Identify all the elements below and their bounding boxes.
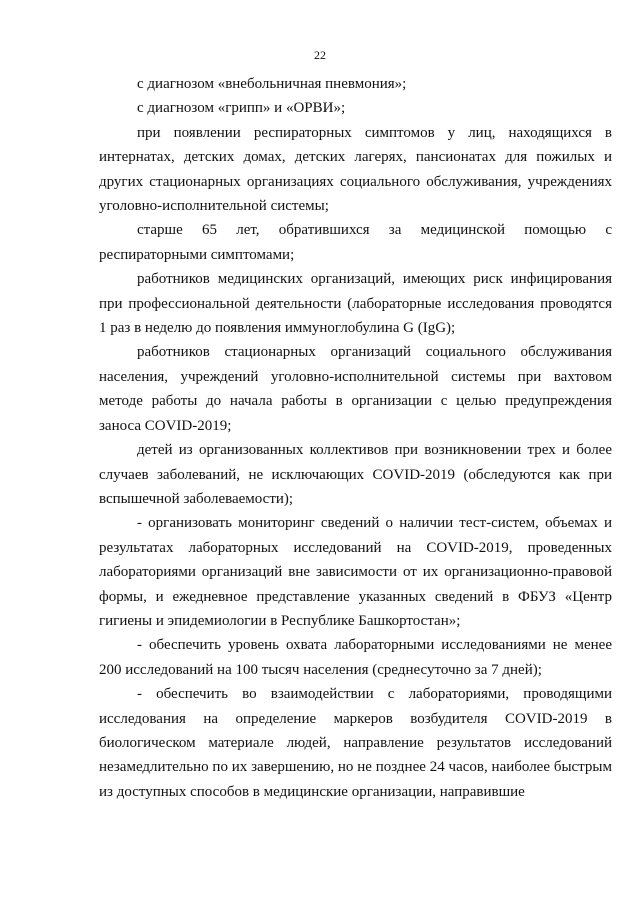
paragraph-over-65: старше 65 лет, обратившихся за медицинской помощью с респираторными симптомами;: [99, 222, 612, 263]
paragraph-children: детей из организованных коллективов при возникновении трех и более случаев заболеваний, не исключающих COVID-2019 (обследуются как при вспышечной заболеваемости);: [99, 442, 612, 507]
paragraph-results-delivery: - обеспечить во взаимодействии с лабораториями, проводящими исследования на определение маркеров возбудителя COVID-2019 в биологическом материале людей, направление результатов исследований незамедлительно по их завершению, но не позднее 24 часов, наиболее быстрым из доступных способов в медицинские организации, направившие: [99, 686, 612, 800]
page-number: 22: [314, 48, 326, 62]
document-body: [99, 72, 612, 804]
paragraph-pneumonia: с диагнозом «внебольничная пневмония»;: [137, 76, 407, 92]
paragraph-medical-workers: работников медицинских организаций, имеющих риск инфицирования при профессиональной деятельности (лабораторные исследования проводятся 1 раз в неделю до появления иммуноглобулина G (IgG);: [99, 271, 612, 337]
paragraph-flu: с диагнозом «грипп» и «ОРВИ»;: [137, 100, 346, 117]
paragraph-monitoring: - организовать мониторинг сведений о наличии тест-систем, объемах и результатах лабораторных исследований на COVID-2019, проведенных лабораториями организаций вне зависимости от их организационно-правовой формы, и ежедневное представление указанных сведений в ФБУЗ «Центр гигиены и эпидемиологии в Республике Башкортостан»;: [99, 515, 612, 629]
paragraph-respiratory-symptoms: при появлении респираторных симптомов у лиц, находящихся в интернатах, детских домах, детских лагерях, пансионатах для пожилых и других стационарных организациях социального обслуживания, учреждениях уголовно-исполнительной системы;: [99, 124, 612, 215]
paragraph-coverage: - обеспечить уровень охвата лабораторными исследованиями не менее 200 исследований на 100 тысяч населения (среднесуточно за 7 дней);: [99, 637, 612, 678]
paragraph-social-workers: работников стационарных организаций социального обслуживания населения, учреждений уголовно-исполнительной системы при вахтовом методе работы до начала работы в организации с целью предупреждения заноса COVID-2019;: [99, 344, 612, 434]
